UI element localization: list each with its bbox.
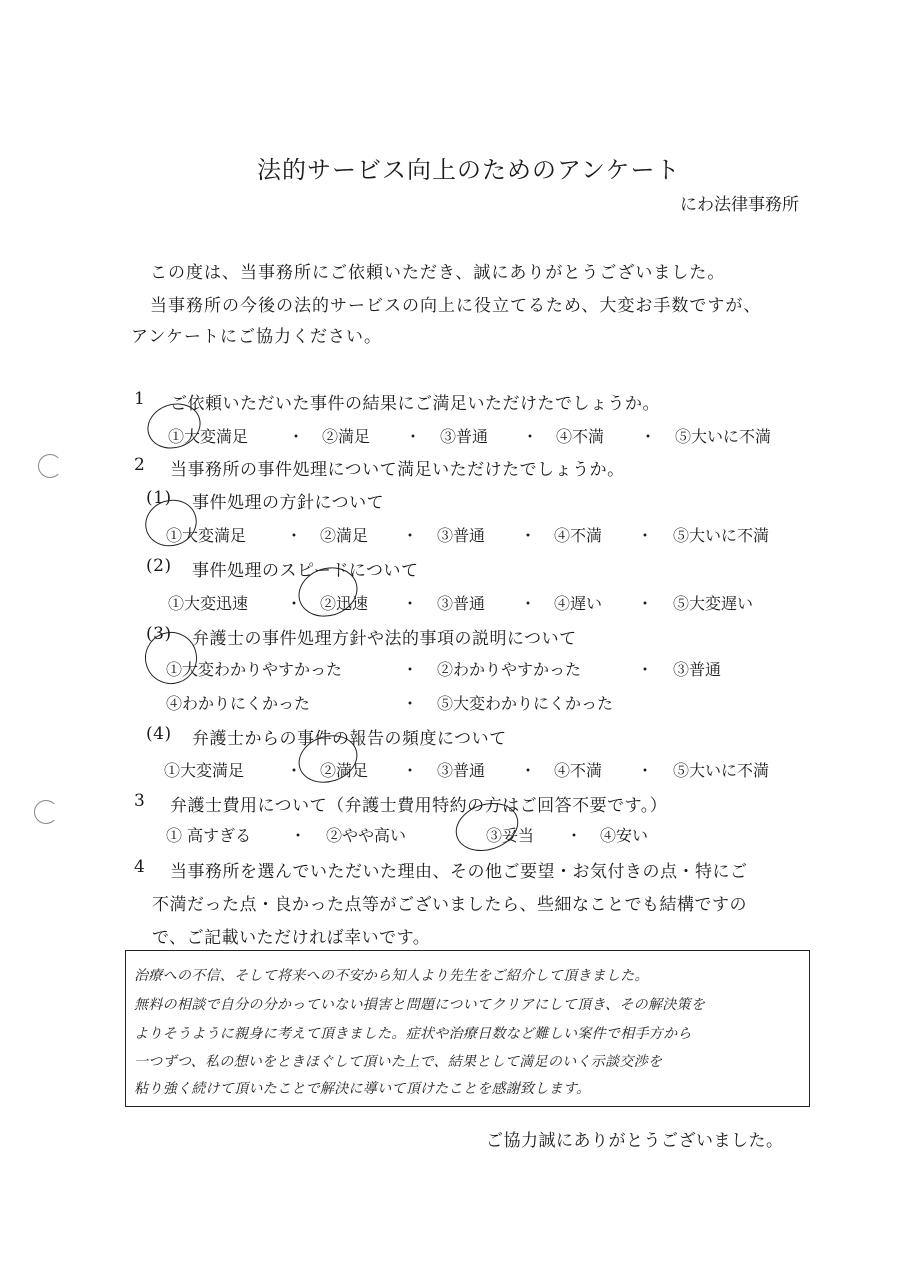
separator: ・ [402, 761, 419, 780]
punch-hole [34, 800, 58, 824]
q3-option-3[interactable]: ③妥当 [486, 826, 535, 845]
separator: ・ [290, 826, 307, 845]
separator: ・ [520, 526, 537, 545]
q2-sub2-option-2[interactable]: ②迅速 [320, 594, 369, 613]
q2-sub1-label: (1) [146, 488, 172, 508]
q2-sub4-option-1[interactable]: ①大変満足 [164, 761, 245, 780]
handwritten-line-4: 一つずつ、私の想いをときほぐして頂いた上で、結果として満足のいく示談交渉を [134, 1054, 663, 1070]
punch-hole [38, 454, 62, 478]
q2-text: 当事務所の事件処理について満足いただけたでしょうか。 [170, 460, 625, 480]
separator: ・ [520, 594, 537, 613]
q2-sub1-option-5[interactable]: ⑤大いに不満 [673, 526, 770, 545]
q1-number: 1 [134, 389, 146, 409]
handwritten-line-3: よりそうように親身に考えて頂きました。症状や治療日数など難しい案件で相手方から [134, 1026, 692, 1042]
closing-text: ご協力誠にありがとうございました。 [486, 1131, 784, 1151]
q2-sub3-label: (3) [146, 624, 172, 644]
q3-option-2[interactable]: ②やや高い [326, 826, 407, 845]
separator: ・ [522, 427, 539, 446]
separator: ・ [405, 427, 422, 446]
separator: ・ [402, 660, 419, 679]
separator: ・ [637, 594, 654, 613]
q2-sub4-option-3[interactable]: ③普通 [437, 761, 486, 780]
handwritten-line-1: 治療への不信、そして将来への不安から知人より先生をご紹介して頂きました。 [134, 968, 649, 984]
q2-sub4-option-2[interactable]: ②満足 [320, 761, 369, 780]
separator: ・ [286, 526, 303, 545]
q1-option-5[interactable]: ⑤大いに不満 [675, 427, 772, 446]
q2-sub2-label: (2) [146, 556, 172, 576]
q2-sub1-option-3[interactable]: ③普通 [437, 526, 486, 545]
q2-sub2-option-4[interactable]: ④遅い [554, 594, 603, 613]
separator: ・ [286, 761, 303, 780]
intro-line-3: アンケートにご協力ください。 [131, 327, 382, 347]
q2-sub2-text: 事件処理のスピードについて [192, 561, 419, 581]
separator: ・ [402, 526, 419, 545]
comment-box[interactable] [125, 950, 810, 1107]
q3-option-4[interactable]: ④安い [600, 826, 649, 845]
q2-sub1-option-2[interactable]: ②満足 [320, 526, 369, 545]
q1-text: ご依頼いただいた事件の結果にご満足いただけたでしょうか。 [170, 394, 660, 414]
q2-sub3-option-5[interactable]: ⑤大変わかりにくかった [437, 694, 614, 713]
separator: ・ [637, 526, 654, 545]
q2-sub2-option-1[interactable]: ①大変迅速 [168, 594, 249, 613]
page-title: 法的サービス向上のためのアンケート [257, 156, 681, 184]
q4-number: 4 [134, 857, 146, 877]
separator: ・ [637, 660, 654, 679]
q1-option-3[interactable]: ③普通 [440, 427, 489, 446]
q2-sub3-text: 弁護士の事件処理方針や法的事項の説明について [192, 629, 577, 649]
q3-text: 弁護士費用について（弁護士費用特約の方はご回答不要です。） [170, 796, 668, 816]
organization-name: にわ法律事務所 [680, 195, 799, 215]
separator: ・ [520, 761, 537, 780]
q2-sub2-option-3[interactable]: ③普通 [437, 594, 486, 613]
separator: ・ [288, 427, 305, 446]
q2-sub1-text: 事件処理の方針について [192, 493, 385, 513]
handwritten-line-5: 粘り強く続けて頂いたことで解決に導いて頂けたことを感謝致します。 [134, 1081, 591, 1097]
separator: ・ [402, 594, 419, 613]
q2-sub3-option-1[interactable]: ①大変わかりやすかった [166, 660, 343, 679]
q1-option-1[interactable]: ①大変満足 [168, 427, 249, 446]
separator: ・ [402, 694, 419, 713]
separator: ・ [640, 427, 657, 446]
q4-line-1: 当事務所を選んでいただいた理由、その他ご要望・お気付きの点・特にご [170, 862, 748, 882]
q2-sub4-text: 弁護士からの事件の報告の頻度について [192, 729, 507, 749]
q2-sub1-option-4[interactable]: ④不満 [554, 526, 603, 545]
q1-option-2[interactable]: ②満足 [322, 427, 371, 446]
q2-sub4-label: (4) [146, 724, 172, 744]
intro-line-1: この度は、当事務所にご依頼いただき、誠にありがとうございました。 [150, 263, 726, 283]
intro-line-2: 当事務所の今後の法的サービスの向上に役立てるため、大変お手数ですが、 [150, 296, 762, 316]
q4-line-2: 不満だった点・良かった点等がございましたら、些細なことでも結構ですの [152, 895, 747, 915]
q2-number: 2 [134, 455, 146, 475]
q2-sub4-option-4[interactable]: ④不満 [554, 761, 603, 780]
q4-line-3: で、ご記載いただければ幸いです。 [152, 928, 431, 948]
q2-sub2-option-5[interactable]: ⑤大変遅い [673, 594, 754, 613]
separator: ・ [637, 761, 654, 780]
q3-option-1[interactable]: ① 高すぎる [166, 826, 252, 845]
separator: ・ [286, 594, 303, 613]
handwritten-line-2: 無料の相談で自分の分かっていない損害と問題についてクリアにして頂き、その解決策を [134, 997, 706, 1013]
q1-option-4[interactable]: ④不満 [556, 427, 605, 446]
separator: ・ [566, 826, 583, 845]
q2-sub3-option-3[interactable]: ③普通 [673, 660, 722, 679]
q3-number: 3 [134, 791, 146, 811]
q2-sub4-option-5[interactable]: ⑤大いに不満 [673, 761, 770, 780]
q2-sub1-option-1[interactable]: ①大変満足 [166, 526, 247, 545]
q2-sub3-option-4[interactable]: ④わかりにくかった [166, 694, 311, 713]
q2-sub3-option-2[interactable]: ②わかりやすかった [437, 660, 582, 679]
